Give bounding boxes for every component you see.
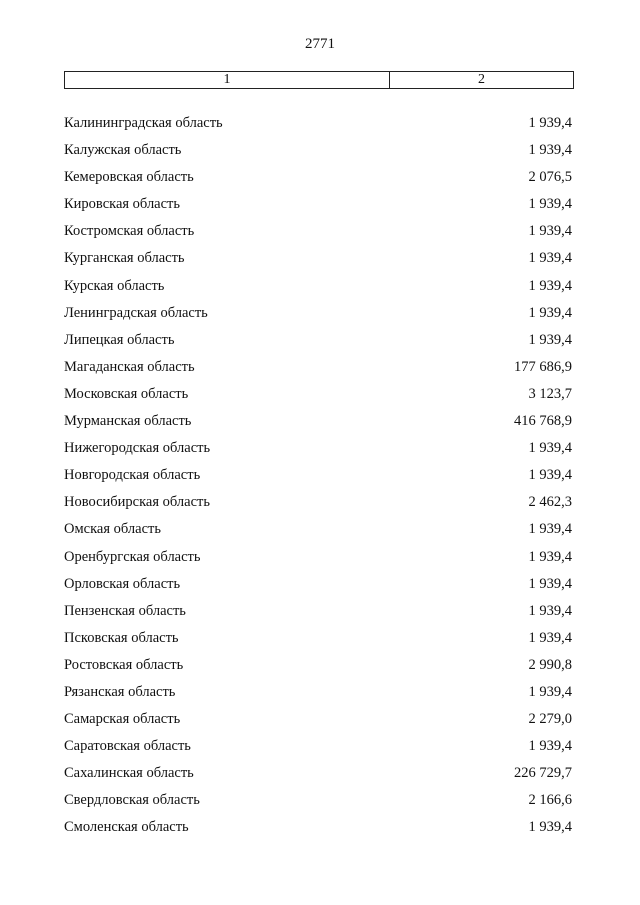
region-name: Курганская область [64,250,185,267]
region-value: 1 939,4 [528,819,572,836]
table-row [64,681,572,708]
region-value: 1 939,4 [528,250,572,267]
region-value: 1 939,4 [528,277,572,294]
region-name: Сахалинская область [64,765,194,782]
region-value: 3 123,7 [528,385,572,402]
region-name: Свердловская область [64,792,200,809]
region-value: 1 939,4 [528,223,572,240]
region-name: Саратовская область [64,738,191,755]
region-value: 1 939,4 [528,629,572,646]
region-name: Магаданская область [64,358,195,375]
region-name: Самарская область [64,711,181,728]
region-name: Кемеровская область [64,169,194,186]
region-value: 2 462,3 [528,494,572,511]
region-name: Курская область [64,277,165,294]
table-body [64,112,572,844]
region-name: Псковская область [64,629,179,646]
table-column-header [64,71,574,89]
table-row [64,302,572,329]
table-row [64,816,572,843]
table-row [64,410,572,437]
region-value: 1 939,4 [528,738,572,755]
region-name: Рязанская область [64,683,176,700]
table-row [64,247,572,274]
table-row [64,166,572,193]
region-name: Пензенская область [64,602,186,619]
region-name: Мурманская область [64,413,192,430]
region-name: Нижегородская область [64,440,211,457]
region-value: 1 939,4 [528,440,572,457]
table-row [64,464,572,491]
table-row [64,193,572,220]
table-row [64,139,572,166]
region-name: Новгородская область [64,467,201,484]
region-value: 416 768,9 [514,413,572,430]
table-row [64,789,572,816]
region-name: Костромская область [64,223,195,240]
region-value: 1 939,4 [528,521,572,538]
region-name: Новосибирская область [64,494,210,511]
table-row [64,708,572,735]
region-name: Смоленская область [64,819,189,836]
region-value: 226 729,7 [514,765,572,782]
region-name: Кировская область [64,196,181,213]
region-name: Калужская область [64,142,182,159]
region-name: Липецкая область [64,331,175,348]
table-row [64,627,572,654]
column-header-2: 2 [478,72,485,87]
table-row [64,437,572,464]
region-value: 1 939,4 [528,115,572,131]
region-value: 1 939,4 [528,304,572,321]
table-row [64,356,572,383]
table-row [64,546,572,573]
region-name: Калининградская область [64,115,223,131]
region-value: 1 939,4 [528,331,572,348]
region-value: 1 939,4 [528,602,572,619]
table-row [64,383,572,410]
page-number: 2771 [305,36,335,52]
region-value: 1 939,4 [528,196,572,213]
table-row [64,654,572,681]
region-value: 1 939,4 [528,142,572,159]
region-value: 2 166,6 [528,792,572,809]
table-row [64,275,572,302]
table-row [64,491,572,518]
region-name: Омская область [64,521,161,538]
region-value: 1 939,4 [528,575,572,592]
table-row [64,518,572,545]
region-value: 2 076,5 [528,169,572,186]
table-row [64,735,572,762]
table-row [64,220,572,247]
table-row [64,600,572,627]
table-row [64,573,572,600]
region-name: Орловская область [64,575,181,592]
region-name: Ленинградская область [64,304,208,321]
region-name: Оренбургская область [64,548,201,565]
region-value: 1 939,4 [528,548,572,565]
region-value: 2 990,8 [528,656,572,673]
region-name: Ростовская область [64,656,184,673]
region-value: 1 939,4 [528,683,572,700]
table-row [64,329,572,356]
column-header-1: 1 [65,72,390,88]
table-row [64,762,572,789]
region-name: Московская область [64,385,189,402]
region-value: 177 686,9 [514,358,572,375]
region-value: 2 279,0 [528,711,572,728]
table-row [64,112,572,139]
region-value: 1 939,4 [528,467,572,484]
